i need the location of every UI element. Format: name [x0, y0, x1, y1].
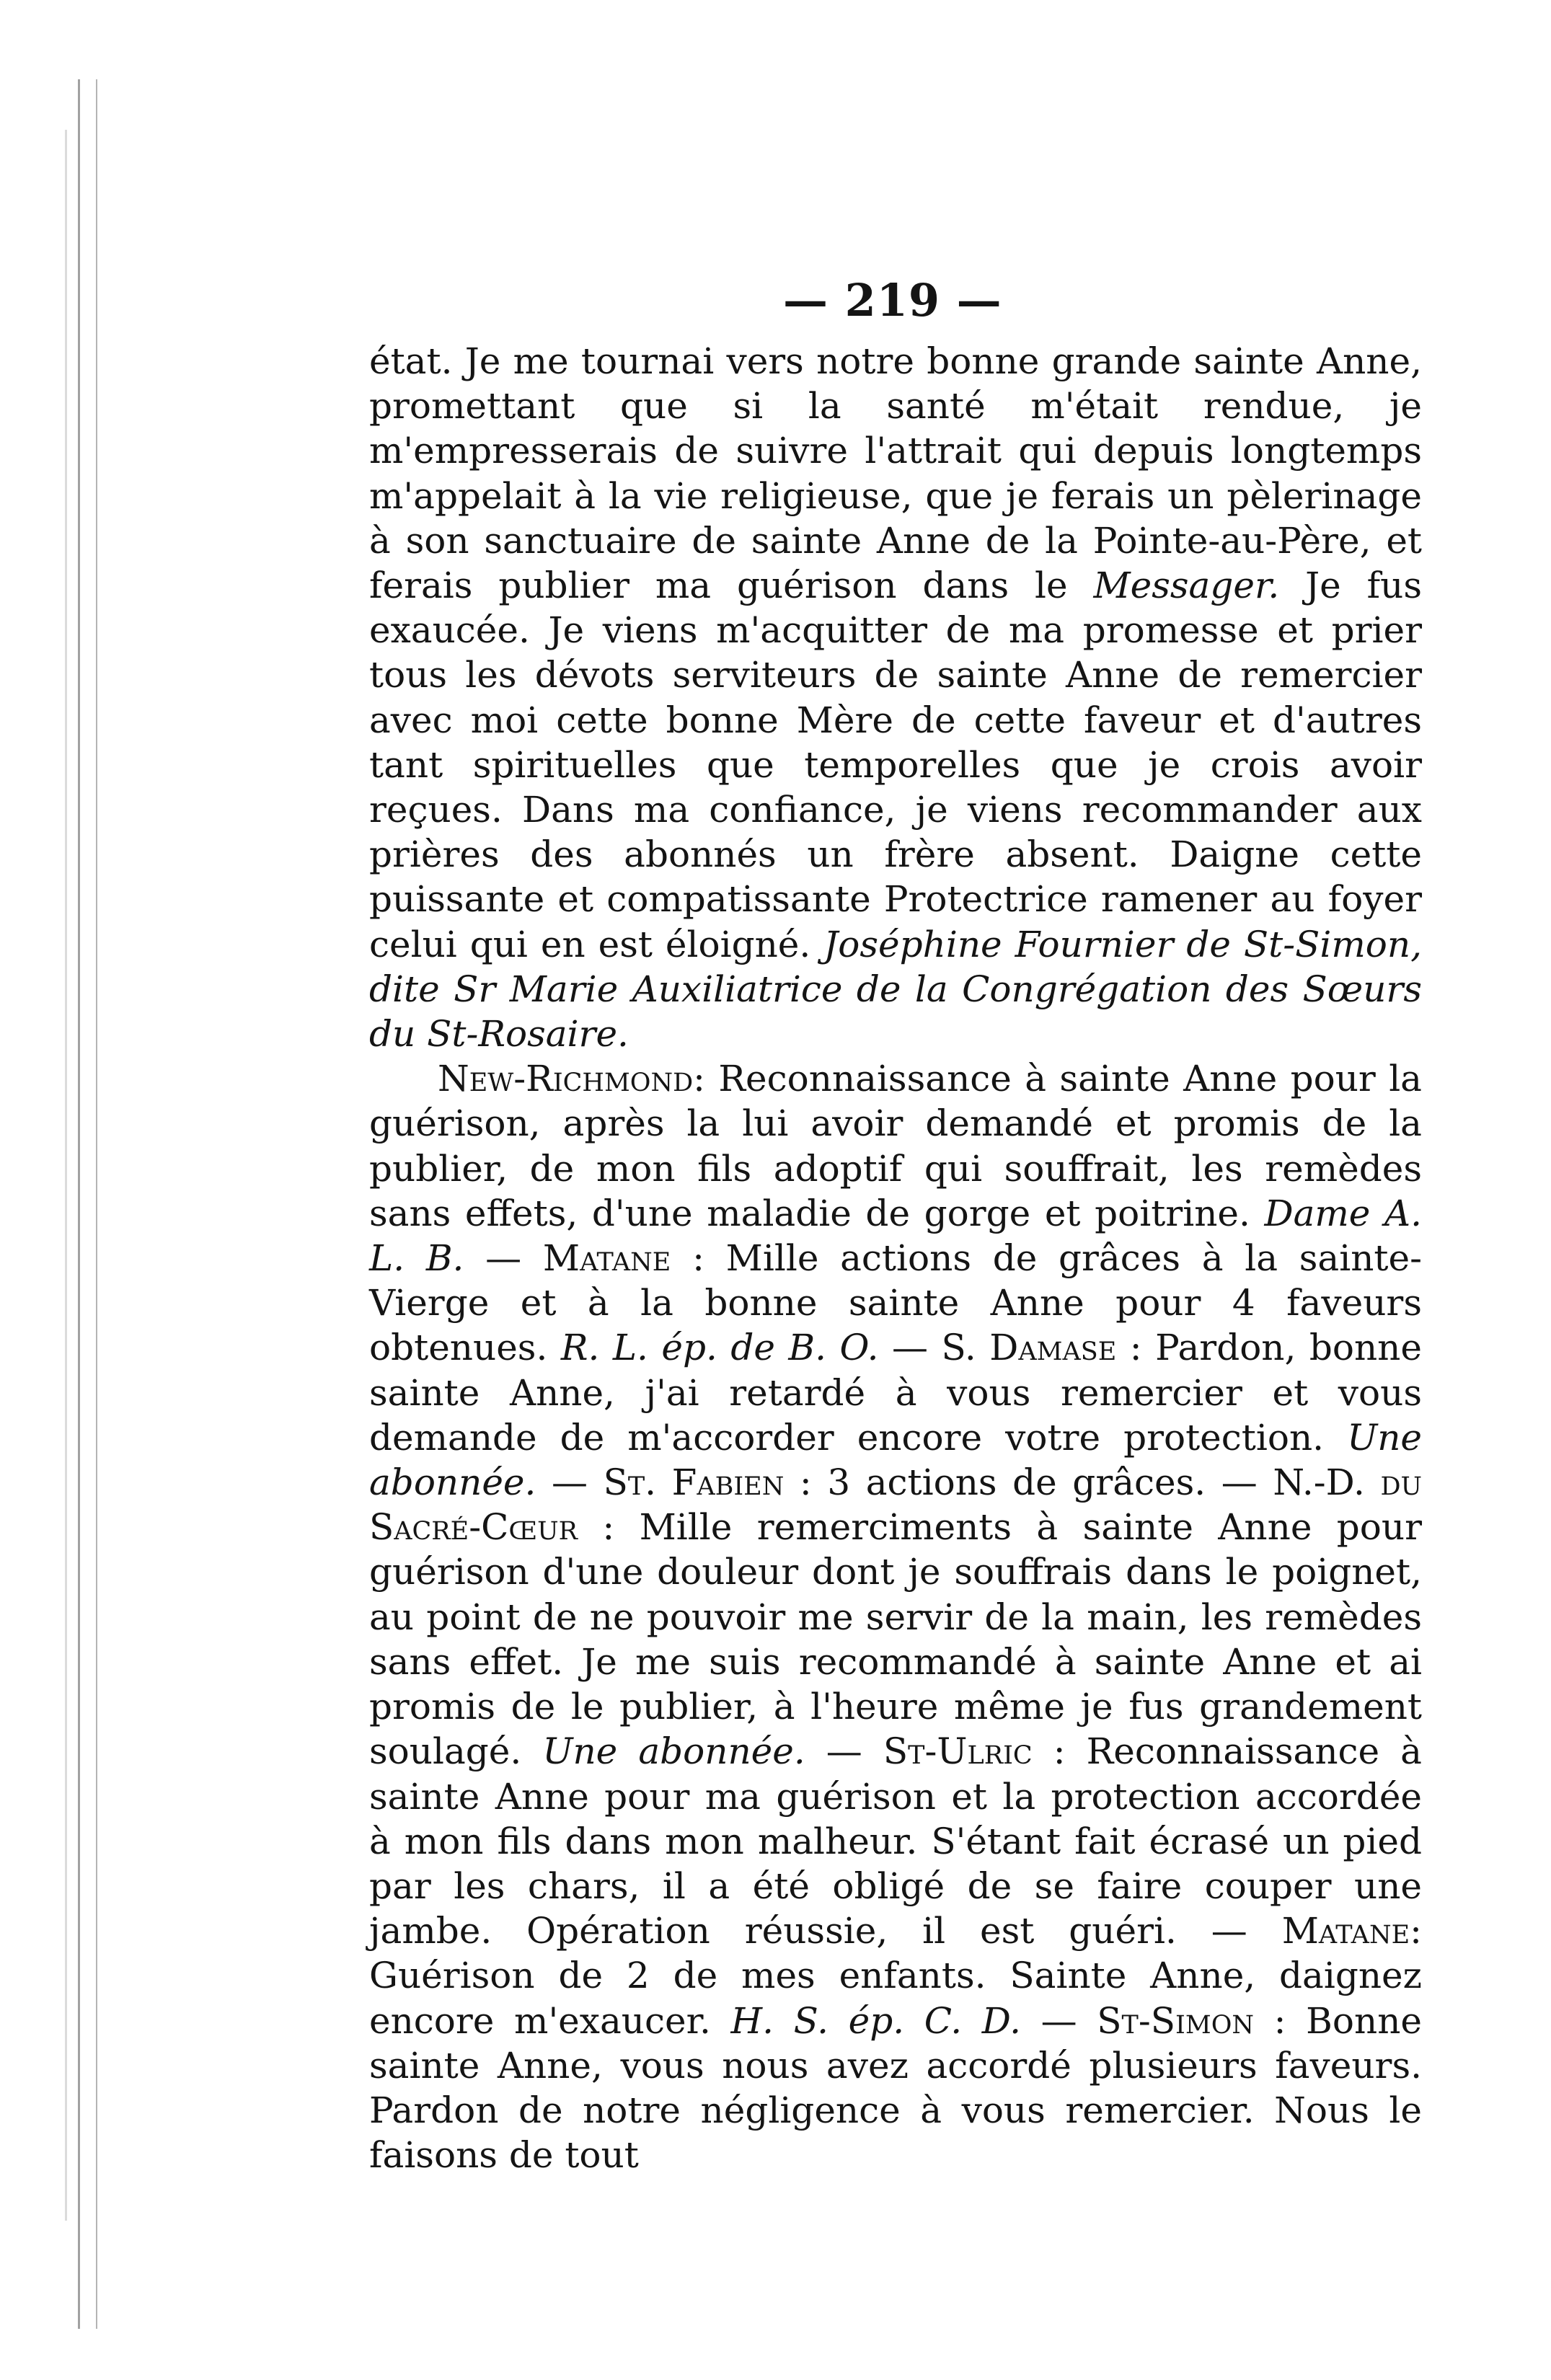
- page-number: — 219 —: [783, 274, 1002, 327]
- text-segment: : Pardon, bonne sainte Anne, j'ai retardé à vous remercier et vous demande de m'accorder encore votre protection.: [369, 1327, 1422, 1459]
- paragraph-1: [369, 339, 1422, 1056]
- binding-gutter: [78, 79, 97, 2329]
- text-segment: Matane: [1281, 1910, 1410, 1952]
- text-segment: : Reconnaissance à sainte Anne pour ma guérison et la protection accordée à mon fils dans mon malheur. S'étant fait écrasé un pied par les chars, il a été obligé de se faire couper une jambe. Opération réussie, il est guéri. —: [369, 1730, 1422, 1952]
- text-segment: —: [1021, 1999, 1097, 2042]
- paragraph-2: [369, 1056, 1422, 2177]
- text-segment: H. S. ép. C. D.: [730, 1999, 1022, 2042]
- text-segment: St-Ulric: [883, 1730, 1033, 1773]
- text-segment: : Guérison de 2 de mes enfants. Sainte Anne, daignez encore m'exaucer.: [369, 1910, 1422, 2042]
- text-segment: : Mille actions de grâces à la sainte-Vierge et à la bonne sainte Anne pour 4 faveurs obtenues.: [369, 1237, 1422, 1369]
- text-segment: St-Simon: [1097, 1999, 1255, 2042]
- text-segment: Matane: [542, 1237, 671, 1280]
- text-segment: : Mille remerciments à sainte Anne pour guérison d'une douleur dont je souffrais dans le poignet, au point de ne pouvoir me servir de la main, les remèdes sans effet. Je me suis recommandé à sainte Anne et ai promis de le publier, à l'heure même je fus grandement soulagé.: [369, 1506, 1422, 1773]
- text-segment: Joséphine Fournier de St-Simon, dite Sr Marie Auxiliatrice de la Congrégation des Sœurs du St-Rosaire.: [369, 923, 1423, 1056]
- text-segment: Dame A. L. B.: [369, 1192, 1423, 1280]
- text-segment: Une abonnée.: [542, 1730, 805, 1773]
- text-segment: état. Je me tournai vers notre bonne grande sainte Anne, promettant que si la santé m'était rendue, je m'empresserais de suivre l'attrait qui depuis longtemps m'appelait à la vie religieuse, que je ferais un pèlerinage à son sanctuaire de sainte Anne de la Pointe-au-Père, et ferais publier ma guérison dans le: [369, 340, 1422, 607]
- text-segment: —: [464, 1237, 543, 1280]
- text-segment: S. Damase: [941, 1327, 1117, 1369]
- text-segment: Je fus exaucée. Je viens m'acquitter de ma promesse et prier tous les dévots serviteurs de sainte Anne de remercier avec moi cette bonne Mère de cette faveur et d'autres tant spirituelles que temporelles que je crois avoir reçues. Dans ma confiance, je viens recommander aux prières des abonnés un frère absent. Daigne cette puissante et compatissante Protectrice ramener au foyer celui qui en est éloigné.: [369, 565, 1422, 965]
- text-segment: : Reconnaissance à sainte Anne pour la guérison, après la lui avoir demandé et promis de la publier, de mon fils adoptif qui souffrait, les remèdes sans effets, d'une maladie de gorge et poitrine.: [369, 1058, 1422, 1234]
- text-segment: —: [805, 1730, 883, 1773]
- text-segment: St. Fabien: [603, 1461, 785, 1504]
- binding-edge: [65, 130, 67, 2221]
- body-text: [369, 339, 1422, 2177]
- text-segment: —: [878, 1327, 942, 1369]
- text-segment: New-Richmond: [438, 1058, 694, 1100]
- text-segment: Messager.: [1093, 565, 1280, 607]
- text-segment: : 3 actions de grâces. —: [784, 1461, 1273, 1504]
- text-segment: —: [536, 1461, 604, 1504]
- text-segment: : Bonne sainte Anne, vous nous avez accordé plusieurs faveurs. Pardon de notre négligence à vous remercier. Nous le faisons de tout: [369, 1999, 1422, 2177]
- text-segment: Une abonnée.: [369, 1416, 1422, 1504]
- text-segment: R. L. ép. de B. O.: [560, 1327, 879, 1369]
- text-segment: N.-D. du Sacré-Cœur: [369, 1461, 1422, 1549]
